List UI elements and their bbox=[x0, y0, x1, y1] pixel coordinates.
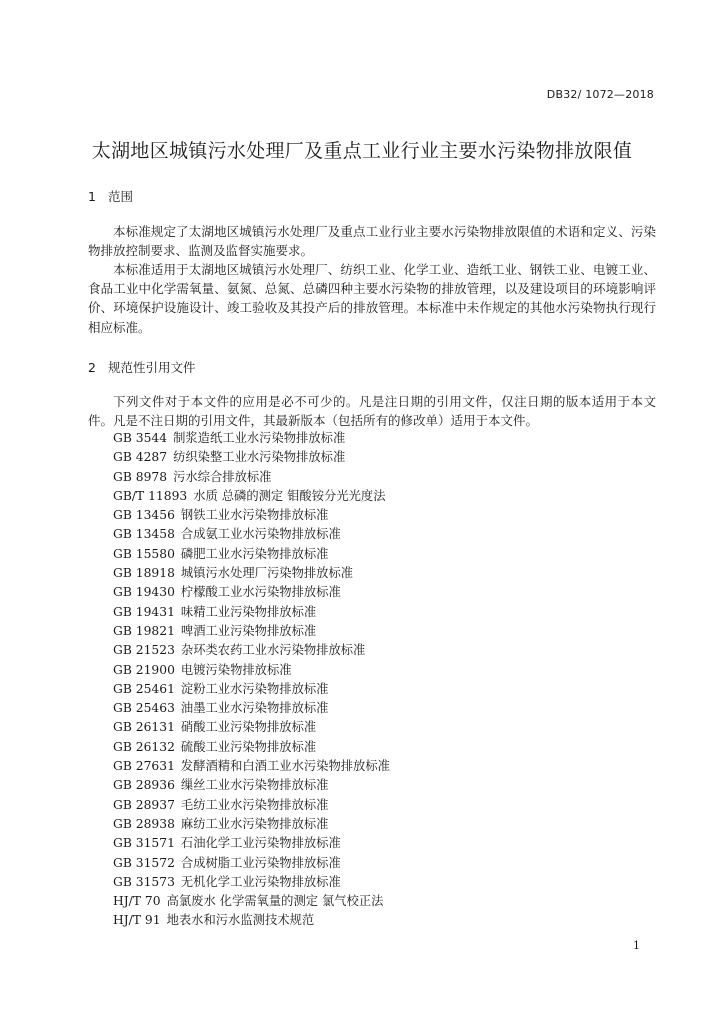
reference-item bbox=[113, 661, 390, 680]
reference-code: GB 19431 bbox=[113, 604, 175, 619]
section-title: 规范性引用文件 bbox=[108, 360, 196, 375]
reference-code: GB/T 11893 bbox=[113, 488, 188, 503]
reference-item bbox=[113, 680, 390, 699]
reference-code: GB 27631 bbox=[113, 759, 175, 774]
reference-code: GB 13458 bbox=[113, 527, 175, 542]
reference-title: 钢铁工业水污染物排放标准 bbox=[180, 508, 329, 523]
reference-code: GB 26132 bbox=[113, 739, 175, 754]
reference-title: 淀粉工业水污染物排放标准 bbox=[180, 681, 329, 696]
section-title: 范围 bbox=[108, 189, 134, 204]
reference-code: GB 26131 bbox=[113, 720, 175, 735]
reference-title: 磷肥工业水污染物排放标准 bbox=[180, 546, 329, 561]
section-heading-scope bbox=[88, 187, 133, 205]
reference-title: 制浆造纸工业水污染物排放标准 bbox=[173, 431, 346, 445]
reference-item bbox=[113, 911, 390, 930]
reference-item bbox=[113, 525, 390, 544]
reference-item bbox=[113, 892, 390, 911]
reference-code: GB 25463 bbox=[113, 701, 175, 716]
reference-title: 硝酸工业污染物排放标准 bbox=[180, 720, 317, 735]
document-code: DB32/ 1072—2018 bbox=[546, 88, 654, 101]
reference-item bbox=[113, 834, 390, 853]
paragraph: 本标准适用于太湖地区城镇污水处理厂、纺织工业、化学工业、造纸工业、钢铁工业、电镀工业、食品工业中化学需氧量、氨氮、总氮、总磷四种主要水污染物的排放管理，以及建设项目的环境影响评价、环境保护设施设计、竣工验收及其投产后的排放管理。本标准中未作规定的其他水污染物执行现行相应标准。 bbox=[88, 262, 656, 335]
reference-code: GB 25461 bbox=[113, 681, 175, 696]
reference-title: 味精工业污染物排放标准 bbox=[180, 604, 317, 619]
reference-item bbox=[113, 583, 390, 602]
document-title: 太湖地区城镇污水处理厂及重点工业行业主要水污染物排放限值 bbox=[91, 139, 633, 162]
reference-title: 合成树脂工业污染物排放标准 bbox=[180, 855, 341, 870]
reference-item bbox=[113, 603, 390, 622]
reference-title: 高氯废水 化学需氧量的测定 氯气校正法 bbox=[166, 894, 384, 909]
reference-item bbox=[113, 641, 390, 660]
reference-title: 柠檬酸工业水污染物排放标准 bbox=[180, 585, 341, 600]
section-number: 2 bbox=[88, 360, 96, 375]
reference-item bbox=[113, 545, 390, 564]
reference-item bbox=[113, 468, 390, 487]
reference-item bbox=[113, 738, 390, 757]
reference-item bbox=[113, 873, 390, 892]
reference-title: 合成氨工业水污染物排放标准 bbox=[180, 527, 341, 542]
reference-title: 缫丝工业水污染物排放标准 bbox=[180, 778, 329, 793]
reference-title: 发酵酒精和白酒工业水污染物排放标准 bbox=[180, 759, 390, 774]
reference-code: GB 28936 bbox=[113, 778, 175, 793]
reference-title: 石油化学工业污染物排放标准 bbox=[180, 836, 341, 851]
reference-code: HJ/T 91 bbox=[113, 913, 161, 928]
reference-item bbox=[113, 564, 390, 583]
reference-title: 毛纺工业水污染物排放标准 bbox=[180, 797, 329, 812]
reference-title: 无机化学工业污染物排放标准 bbox=[180, 874, 341, 889]
reference-code: GB 19430 bbox=[113, 585, 175, 600]
reference-item bbox=[113, 718, 390, 737]
reference-title: 啤酒工业污染物排放标准 bbox=[180, 623, 317, 638]
reference-item bbox=[113, 757, 390, 776]
reference-item bbox=[113, 487, 390, 506]
reference-title: 杂环类农药工业水污染物排放标准 bbox=[180, 643, 366, 658]
reference-item bbox=[113, 699, 390, 718]
reference-title: 麻纺工业水污染物排放标准 bbox=[180, 816, 329, 831]
reference-item bbox=[113, 854, 390, 873]
reference-title: 污水综合排放标准 bbox=[173, 469, 272, 484]
reference-code: GB 28938 bbox=[113, 816, 175, 831]
reference-code: GB 31572 bbox=[113, 855, 175, 870]
reference-code: GB 3544 bbox=[113, 431, 168, 445]
reference-code: GB 31573 bbox=[113, 874, 175, 889]
section-number: 1 bbox=[88, 189, 96, 204]
reference-code: GB 21900 bbox=[113, 662, 175, 677]
reference-title: 硫酸工业污染物排放标准 bbox=[180, 739, 317, 754]
reference-code: GB 4287 bbox=[113, 450, 168, 465]
reference-code: GB 8978 bbox=[113, 469, 168, 484]
reference-code: GB 13456 bbox=[113, 508, 175, 523]
reference-item bbox=[113, 448, 390, 467]
reference-code: GB 31571 bbox=[113, 836, 175, 851]
reference-title: 地表水和污水监测技术规范 bbox=[166, 913, 315, 928]
reference-code: GB 28937 bbox=[113, 797, 175, 812]
section-heading-normative-references bbox=[88, 358, 196, 376]
reference-title: 纺织染整工业水污染物排放标准 bbox=[173, 450, 346, 465]
reference-list bbox=[113, 429, 390, 931]
reference-item bbox=[113, 776, 390, 795]
reference-title: 电镀污染物排放标准 bbox=[180, 662, 292, 677]
reference-code: HJ/T 70 bbox=[113, 894, 161, 909]
reference-title: 水质 总磷的测定 钼酸铵分光光度法 bbox=[193, 488, 386, 503]
reference-code: GB 21523 bbox=[113, 643, 175, 658]
reference-item bbox=[113, 429, 390, 448]
page-number: 1 bbox=[633, 939, 640, 952]
reference-code: GB 18918 bbox=[113, 566, 175, 581]
reference-code: GB 15580 bbox=[113, 546, 175, 561]
paragraph: 下列文件对于本文件的应用是必不可少的。凡是注日期的引用文件，仅注日期的版本适用于本文件。凡是不注日期的引用文件，其最新版本（包括所有的修改单）适用于本文件。 bbox=[88, 394, 656, 429]
paragraph: 本标准规定了太湖地区城镇污水处理厂及重点工业行业主要水污染物排放限值的术语和定义、污染物排放控制要求、监测及监督实施要求。 bbox=[88, 224, 656, 259]
reference-item bbox=[113, 506, 390, 525]
reference-title: 油墨工业水污染物排放标准 bbox=[180, 701, 329, 716]
reference-title: 城镇污水处理厂污染物排放标准 bbox=[180, 566, 354, 581]
reference-item bbox=[113, 796, 390, 815]
reference-item bbox=[113, 622, 390, 641]
reference-item bbox=[113, 815, 390, 834]
reference-code: GB 19821 bbox=[113, 623, 175, 638]
